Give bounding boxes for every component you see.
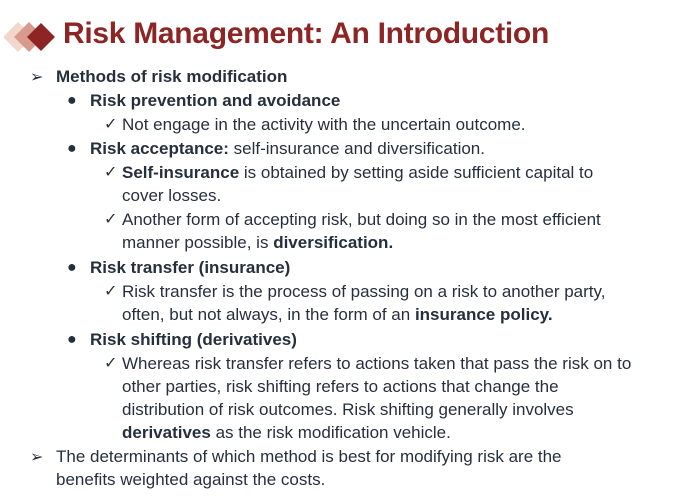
transfer-line1: Risk transfer is the process of passing on a risk to another party, — [122, 282, 606, 301]
dot-bullet-icon: ● — [67, 331, 77, 348]
shifting-line4 — [122, 422, 451, 444]
check-icon: ✓ — [104, 355, 118, 372]
dot-bullet-icon: ● — [67, 140, 77, 157]
diversification-line1: Another form of accepting risk, but doing so in the most efficient — [122, 210, 601, 229]
transfer-line2 — [122, 304, 553, 326]
check-icon: ✓ — [104, 164, 118, 181]
conclusion-line1: The determinants of which method is best for modifying risk are the — [56, 447, 562, 466]
self-insurance-line1 — [122, 162, 593, 184]
transfer-title: Risk transfer (insurance) — [90, 258, 291, 277]
diversification-line2 — [122, 232, 393, 254]
acceptance-title: Risk acceptance: — [90, 139, 229, 158]
check-icon: ✓ — [104, 116, 118, 133]
heading-methods: Methods of risk modification — [56, 67, 288, 86]
shifting-line2: other parties, risk shifting refers to actions that change the — [122, 377, 559, 396]
shifting-line3: distribution of risk outcomes. Risk shifting generally involves — [122, 400, 574, 419]
diversification-text: manner possible, is — [122, 233, 274, 252]
dot-bullet-icon: ● — [67, 259, 77, 276]
check-icon: ✓ — [104, 283, 118, 300]
derivatives-term: derivatives — [122, 423, 211, 442]
acceptance-line — [90, 138, 485, 160]
diamond-logo — [4, 20, 58, 54]
shifting-title: Risk shifting (derivatives) — [90, 330, 297, 349]
shifting-line4-text: as the risk modification vehicle. — [210, 423, 451, 442]
self-insurance-text: is obtained by setting aside sufficient capital to — [239, 163, 594, 182]
prevention-point: Not engage in the activity with the uncertain outcome. — [122, 115, 526, 134]
prevention-title: Risk prevention and avoidance — [90, 91, 341, 110]
diversification-term: diversification. — [273, 233, 394, 252]
check-icon: ✓ — [104, 211, 118, 228]
arrow-bullet-icon: ➢ — [30, 449, 44, 466]
arrow-bullet-icon: ➢ — [30, 69, 44, 86]
self-insurance-line2: cover losses. — [122, 186, 222, 205]
insurance-policy-term: insurance policy. — [414, 305, 553, 324]
acceptance-rest: self-insurance and diversification. — [228, 139, 485, 158]
dot-bullet-icon: ● — [67, 92, 77, 109]
shifting-line1: Whereas risk transfer refers to actions taken that pass the risk on to — [122, 354, 632, 373]
self-insurance-term: Self-insurance — [122, 163, 240, 182]
transfer-text: often, but not always, in the form of an — [122, 305, 415, 324]
slide-title: Risk Management: An Introduction — [63, 17, 549, 50]
conclusion-line2: benefits weighted against the costs. — [56, 470, 326, 489]
